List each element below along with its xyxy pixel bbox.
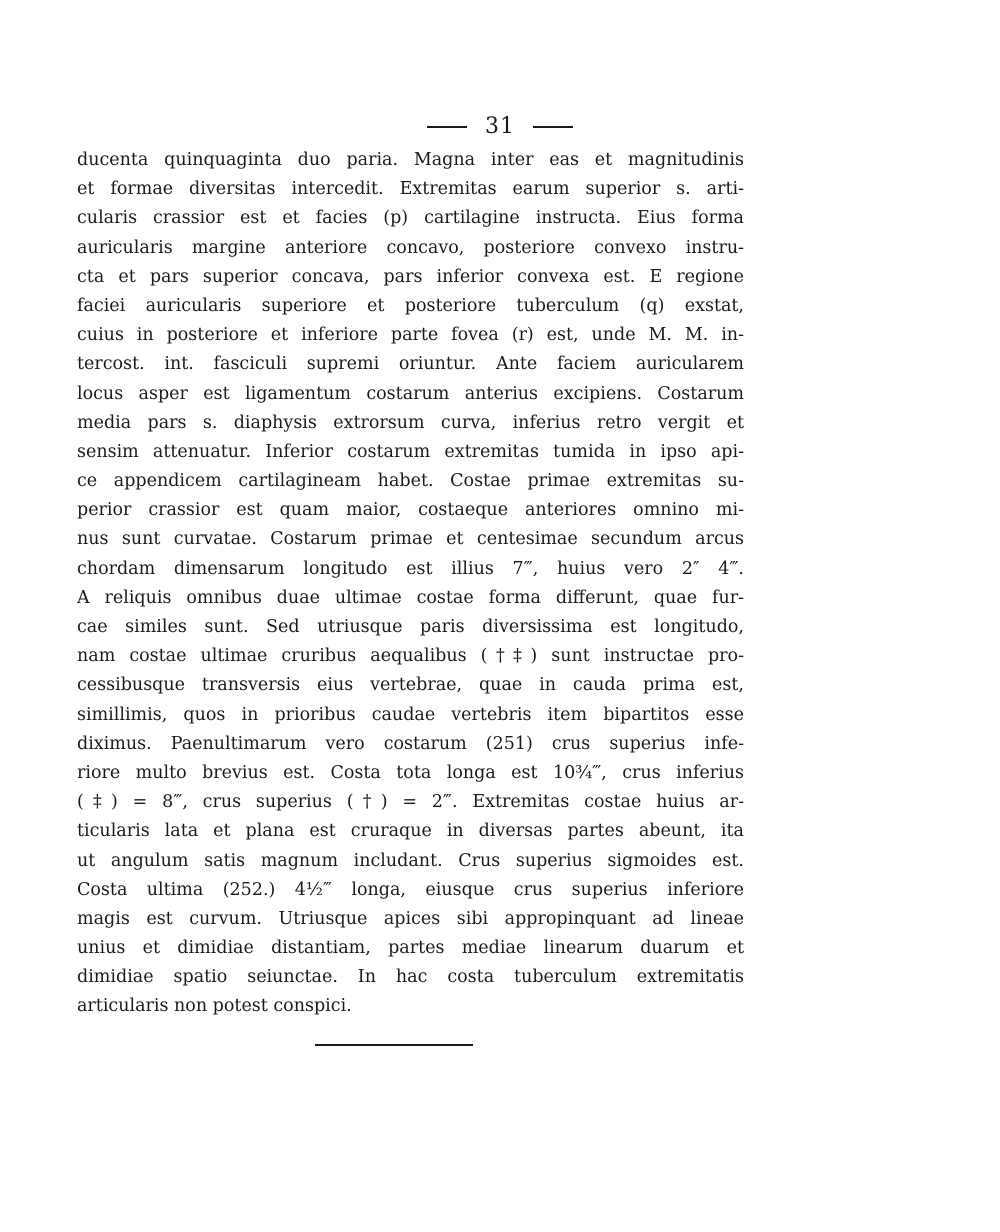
header-dash-left (427, 126, 467, 128)
text-line: simillimis, quos in prioribus caudae vertebris item bipartitos esse (77, 704, 744, 725)
text-line: chordam dimensarum longitudo est illius 7‴, huius vero 2″ 4‴. (77, 558, 744, 579)
header-dash-right (533, 126, 573, 128)
page-header (0, 112, 1000, 142)
text-line: riore multo brevius est. Costa tota longa est 10¾‴, crus inferius (77, 762, 744, 783)
text-line: media pars s. diaphysis extrorsum curva, inferius retro vergit et (77, 412, 744, 433)
text-line: unius et dimidiae distantiam, partes mediae linearum duarum et (77, 938, 744, 959)
text-line: dimidiae spatio seiunctae. In hac costa tuberculum extremitatis (77, 967, 744, 988)
text-line: nam costae ultimae cruribus aequalibus (†‡) sunt instructae pro- (77, 646, 744, 667)
text-line: locus asper est ligamentum costarum anterius excipiens. Costarum (77, 383, 744, 404)
text-line: cuius in posteriore et inferiore parte fovea (r) est, unde M. M. in- (77, 325, 744, 346)
text-line: A reliquis omnibus duae ultimae costae forma differunt, quae fur- (77, 587, 744, 608)
text-line: et formae diversitas intercedit. Extremitas earum superior s. arti- (77, 179, 744, 200)
text-line: diximus. Paenultimarum vero costarum (251) crus superius infe- (77, 733, 744, 754)
text-line: cae similes sunt. Sed utriusque paris diversissima est longitudo, (77, 617, 744, 637)
text-line: faciei auricularis superiore et posteriore tuberculum (q) exstat, (77, 295, 744, 316)
text-line-final: articularis non potest conspici. (77, 996, 352, 1017)
text-line: sensim attenuatur. Inferior costarum extremitas tumida in ipso api- (77, 441, 744, 462)
text-line: tercost. int. fasciculi supremi oriuntur. Ante faciem auricularem (77, 354, 744, 375)
text-line: magis est curvum. Utriusque apices sibi appropinquant ad lineae (77, 908, 744, 929)
text-line: Costa ultima (252.) 4½‴ longa, eiusque crus superius inferiore (77, 879, 744, 900)
text-line: cularis crassior est et facies (p) cartilagine instructa. Eius forma (77, 208, 744, 229)
text-line: nus sunt curvatae. Costarum primae et centesimae secundum arcus (77, 529, 744, 550)
text-line: cessibusque transversis eius vertebrae, quae in cauda prima est, (77, 675, 744, 696)
page-number: 31 (485, 114, 515, 139)
text-line: perior crassior est quam maior, costaeque anteriores omnino mi- (77, 500, 744, 521)
text-line: ticularis lata et plana est cruraque in diversas partes abeunt, ita (77, 821, 744, 842)
body-text (77, 146, 744, 1022)
text-line: cta et pars superior concava, pars inferior convexa est. E regione (77, 266, 744, 287)
text-line: ce appendicem cartilagineam habet. Costae primae extremitas su- (77, 471, 744, 492)
text-line: ducenta quinquaginta duo paria. Magna inter eas et magnitudinis (77, 150, 744, 170)
text-line: ut angulum satis magnum includant. Crus superius sigmoides est. (77, 850, 744, 871)
text-line: (‡) = 8‴, crus superius (†) = 2‴. Extremitas costae huius ar- (77, 792, 744, 813)
text-line: auricularis margine anteriore concavo, posteriore convexo instru- (77, 237, 744, 258)
section-end-rule (315, 1044, 473, 1046)
